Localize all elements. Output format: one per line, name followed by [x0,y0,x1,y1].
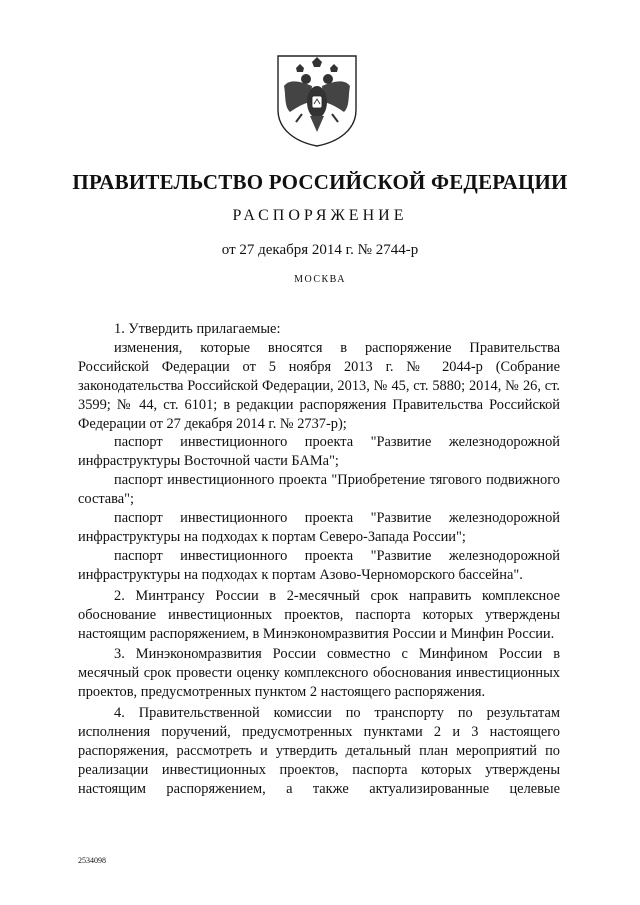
document-code: 2534098 [78,856,106,865]
government-title: ПРАВИТЕЛЬСТВО РОССИЙСКОЙ ФЕДЕРАЦИИ [72,170,568,194]
paragraph-4: 4. Правительственной комиссии по транспорту по результатам исполнения поручений, предусмотренных пунктами 2 и 3 настоящего распоряжения, рассмотреть и утвердить детальный план мероприятий по реализации инвестиционных проектов, паспорта которых утверждены настоящим распоряжением, а также актуализированные целевые [78,705,560,797]
russian-coat-of-arms-icon [272,52,362,148]
document-type: РАСПОРЯЖЕНИЕ [232,207,408,224]
paragraph-1-item-changes: изменения, которые вносятся в распоряжение Правительства Российской Федерации от 5 ноября 2013 г. № 2044-р (Собрание законодательства Российской Федерации, 2013, № 45, ст. 5880; 2014, № 26, ст. 3599; № 44, ст. 6101; в редакции распоряжения Правительства Российской Федерации от 27 декабря 2014 г. № 2737-р); [78,339,560,432]
paragraph-1: 1. Утвердить прилагаемые: [114,321,281,337]
paragraph-1-item-rolling-stock: паспорт инвестиционного проекта "Приобретение тягового подвижного состава"; [78,472,560,508]
paragraph-3: 3. Минэкономразвития России совместно с Минфином России в месячный срок провести оценку комплексного обоснования инвестиционных проектов, предусмотренных пунктом 2 настоящего распоряжения. [78,646,560,701]
paragraph-1-item-bam: паспорт инвестиционного проекта "Развитие железнодорожной инфраструктуры Восточной части БАМа"; [78,434,560,470]
document-date-number: от 27 декабря 2014 г. № 2744-р [221,242,419,258]
document-city: МОСКВА [294,274,346,285]
paragraph-2: 2. Минтрансу России в 2-месячный срок направить комплексное обоснование инвестиционных проектов, паспорта которых утверждены настоящим распоряжением, в Минэкономразвития России и Минфин России. [78,587,560,642]
document-body [78,320,560,799]
paragraph-1-item-north-west: паспорт инвестиционного проекта "Развитие железнодорожной инфраструктуры на подходах к портам Северо-Запада России"; [78,510,560,545]
paragraph-1-item-azov-black-sea: паспорт инвестиционного проекта "Развитие железнодорожной инфраструктуры на подходах к портам Азово-Черноморского бассейна". [78,547,560,583]
